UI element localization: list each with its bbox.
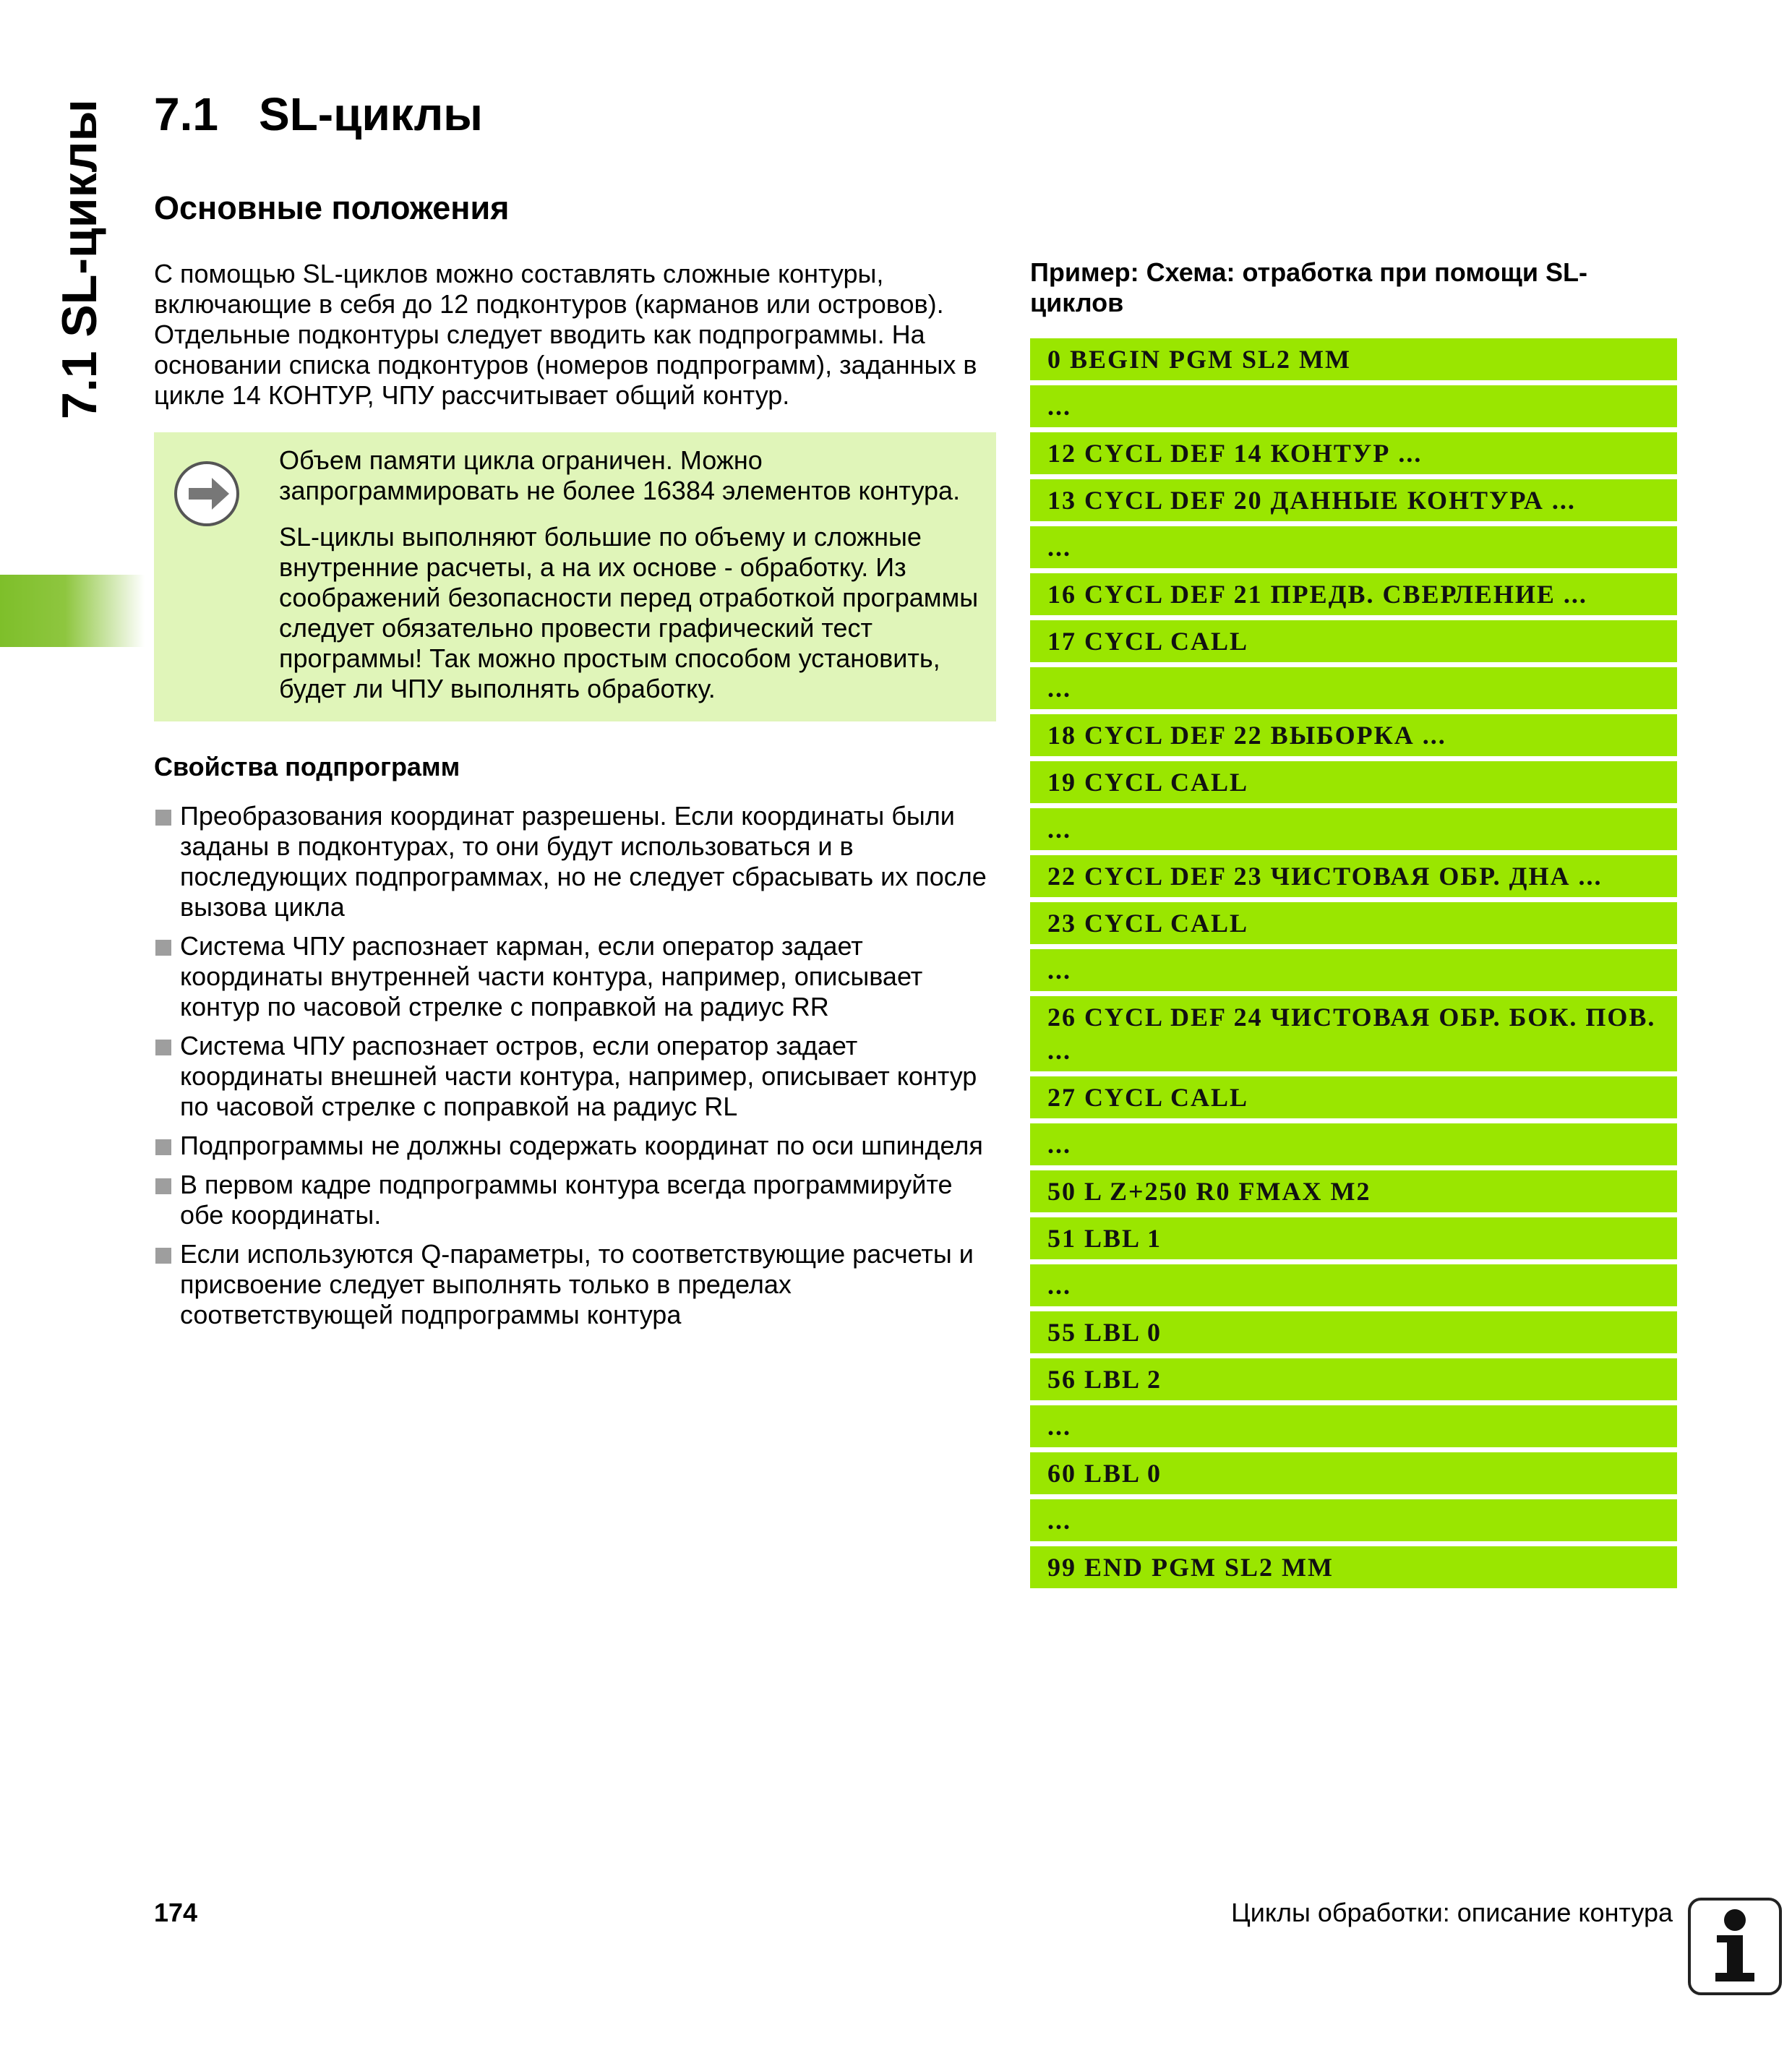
code-line: ... (1030, 1123, 1677, 1165)
table-row (1030, 1311, 1677, 1353)
example-title: Пример: Схема: отработка при помощи SL-циклов (1030, 257, 1587, 317)
code-line: 50 L Z+250 R0 FMAX M2 (1030, 1170, 1677, 1212)
code-line: 12 CYCL DEF 14 КОНТУР ... (1030, 432, 1677, 474)
table-row (1030, 1405, 1677, 1447)
side-chapter-title: 7.1 SL-циклы (52, 99, 107, 419)
table-row (1030, 1123, 1677, 1165)
bullet-square-icon (155, 1040, 171, 1055)
code-line: ... (1030, 1264, 1677, 1306)
list-item (154, 1031, 996, 1122)
code-line: 19 CYCL CALL (1030, 761, 1677, 803)
table-row (1030, 1358, 1677, 1400)
code-line: ... (1030, 1405, 1677, 1447)
chapter-tab-marker (0, 575, 145, 647)
table-row (1030, 620, 1677, 662)
bullet-square-icon (155, 1248, 171, 1264)
table-row (1030, 808, 1677, 850)
code-line: 51 LBL 1 (1030, 1217, 1677, 1259)
table-row (1030, 573, 1677, 615)
note-text (279, 445, 991, 720)
table-row (1030, 667, 1677, 709)
list-item (154, 1239, 996, 1330)
intro-paragraph: С помощью SL-циклов можно составлять сложные контуры, включающие в себя до 12 подконтуров (карманов или островов). Отдельные подконтуры следует вводить как подпрограммы. На основании списка подконтуров (номеров подпрограмм), заданных в цикле 14 КОНТУР, ЧПУ рассчитывает общий контур. (154, 259, 977, 410)
table-row (1030, 526, 1677, 568)
note-box (154, 432, 996, 721)
table-row (1030, 1076, 1677, 1118)
code-line: ... (1030, 667, 1677, 709)
list-item-text: Преобразования координат разрешены. Если координаты были заданы в подконтурах, то они будут использоваться и в последующих подпрограммах, но не следует сбрасывать их после вызова цикла (180, 801, 987, 922)
list-item (154, 931, 996, 1022)
subsection-title: Свойства подпрограмм (154, 752, 460, 781)
list-item-text: В первом кадре подпрограммы контура всегда программируйте обе координаты. (180, 1170, 953, 1230)
page-number: 174 (154, 1898, 198, 1927)
code-line: 26 CYCL DEF 24 ЧИСТОВАЯ ОБР. БОК. ПОВ. ... (1030, 996, 1677, 1071)
list-item-text: Подпрограммы не должны содержать координат по оси шпинделя (180, 1131, 983, 1160)
note-paragraph: SL-циклы выполняют большие по объему и сложные внутренние расчеты, а на их основе - обработку. Из соображений безопасности перед отработкой программы следует обязательно провести графический тест программы! Так можно простым способом установить, будет ли ЧПУ выполнять обработку. (279, 522, 979, 703)
table-row (1030, 949, 1677, 991)
list-item (154, 801, 996, 922)
arrow-right-icon (174, 461, 239, 526)
code-line: ... (1030, 808, 1677, 850)
code-line: 99 END PGM SL2 MM (1030, 1546, 1677, 1588)
table-row (1030, 1170, 1677, 1212)
code-line: 0 BEGIN PGM SL2 MM (1030, 338, 1677, 380)
code-line: 55 LBL 0 (1030, 1311, 1677, 1353)
table-row (1030, 714, 1677, 756)
code-line: 23 CYCL CALL (1030, 902, 1677, 944)
table-row (1030, 1546, 1677, 1588)
code-line: 60 LBL 0 (1030, 1452, 1677, 1494)
bullet-square-icon (155, 1178, 171, 1194)
chapter-title-text: SL-циклы (259, 88, 483, 140)
bullet-square-icon (155, 1139, 171, 1155)
list-item (154, 1131, 996, 1161)
table-row (1030, 855, 1677, 897)
list-item-text: Если используются Q-параметры, то соответствующие расчеты и присвоение следует выполнять только в пределах соответствующей подпрограммы контура (180, 1239, 974, 1329)
code-line: 13 CYCL DEF 20 ДАННЫЕ КОНТУРА ... (1030, 479, 1677, 521)
section-title: Основные положения (154, 189, 510, 226)
code-line: 22 CYCL DEF 23 ЧИСТОВАЯ ОБР. ДНА ... (1030, 855, 1677, 897)
table-row (1030, 338, 1677, 380)
code-line: ... (1030, 526, 1677, 568)
chapter-number: 7.1 (154, 88, 218, 140)
code-line: 18 CYCL DEF 22 ВЫБОРКА ... (1030, 714, 1677, 756)
table-row (1030, 902, 1677, 944)
list-item-text: Система ЧПУ распознает остров, если оператор задает координаты внешней части контура, например, описывает контур по часовой стрелке с поправкой на радиус RL (180, 1031, 977, 1121)
code-line: 56 LBL 2 (1030, 1358, 1677, 1400)
info-icon[interactable] (1688, 1898, 1782, 1995)
code-line: 27 CYCL CALL (1030, 1076, 1677, 1118)
code-line: 17 CYCL CALL (1030, 620, 1677, 662)
bullet-square-icon (155, 940, 171, 956)
footer-chapter-text: Циклы обработки: описание контура (1231, 1898, 1673, 1927)
table-row (1030, 385, 1677, 427)
list-item-text: Система ЧПУ распознает карман, если оператор задает координаты внутренней части контура, например, описывает контур по часовой стрелке с поправкой на радиус RR (180, 931, 923, 1021)
code-listing (1030, 333, 1677, 1593)
table-row (1030, 761, 1677, 803)
chapter-title (154, 87, 483, 142)
list-item (154, 1170, 996, 1230)
table-row (1030, 1217, 1677, 1259)
code-line: 16 CYCL DEF 21 ПРЕДВ. СВЕРЛЕНИЕ ... (1030, 573, 1677, 615)
code-line: ... (1030, 949, 1677, 991)
table-row (1030, 1264, 1677, 1306)
code-line: ... (1030, 1499, 1677, 1541)
bullet-list (154, 801, 996, 1339)
table-row (1030, 479, 1677, 521)
bullet-square-icon (155, 810, 171, 826)
code-line: ... (1030, 385, 1677, 427)
table-row (1030, 1452, 1677, 1494)
table-row (1030, 1499, 1677, 1541)
table-row (1030, 996, 1677, 1071)
note-paragraph: Объем памяти цикла ограничен. Можно запрограммировать не более 16384 элементов контура. (279, 445, 961, 505)
table-row (1030, 432, 1677, 474)
